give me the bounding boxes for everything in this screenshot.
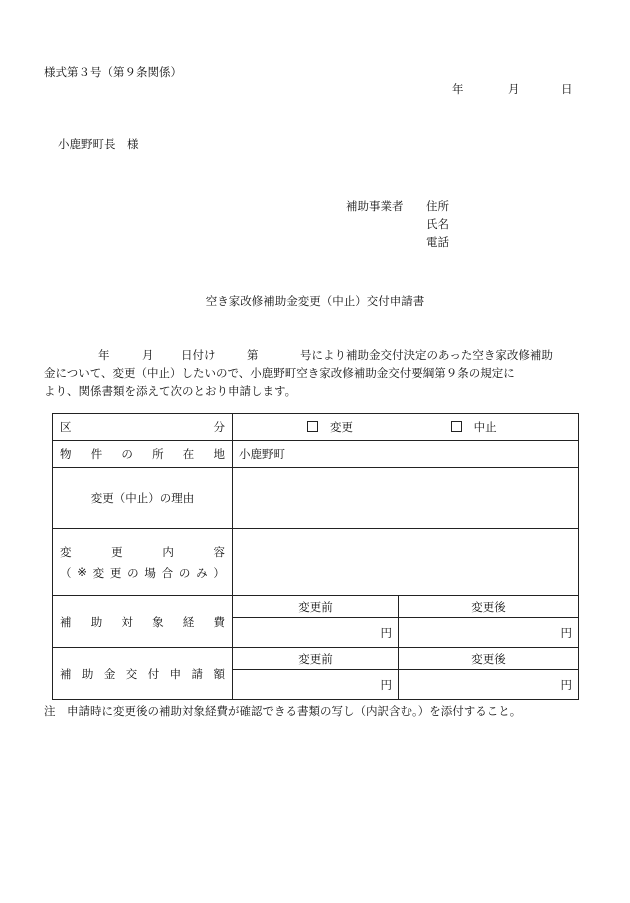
applicant-name-label: 氏名: [426, 217, 449, 231]
label-char: 助: [81, 666, 94, 681]
application-table: [52, 413, 579, 700]
date-year-label: 年: [452, 82, 464, 96]
reason-value[interactable]: [233, 468, 579, 529]
label-char: 所: [152, 447, 164, 461]
amount-after-header: 変更後: [399, 648, 579, 670]
label-char: 費: [213, 614, 225, 629]
label-char: 交: [125, 666, 138, 681]
label-char: 補: [60, 614, 72, 629]
date-month-label: 月: [508, 82, 520, 96]
footnote: 注 申請時に変更後の補助対象経費が確認できる書類の写し（内訳含む。）を添付すること。: [44, 704, 522, 718]
label-char: 申: [169, 666, 182, 681]
label-char: 変: [60, 544, 72, 559]
label-char: 件: [90, 447, 103, 461]
row-property: [53, 441, 579, 468]
applicant-role: 補助事業者: [346, 199, 404, 213]
label-char: の: [127, 565, 139, 580]
label-char: 変: [92, 565, 105, 580]
label-char: 助: [90, 614, 103, 629]
label-char: 在: [182, 447, 195, 461]
applicant-address-label: 住所: [426, 199, 449, 213]
reason-label: 変更（中止）の理由: [53, 468, 233, 529]
row-category: [53, 414, 579, 441]
label-char: 象: [152, 614, 164, 629]
label-char: 更: [111, 544, 123, 559]
body-line-3: より、関係書類を添えて次のとおり申請します。: [44, 384, 297, 398]
category-label-right: 分: [213, 420, 225, 434]
option-cancel[interactable]: [451, 419, 497, 435]
row-expense-header: [53, 596, 579, 618]
form-number: 様式第３号（第９条関係）: [44, 65, 182, 79]
details-label-line1: [60, 544, 225, 560]
date-day-label: 日: [561, 82, 573, 96]
row-amount-header: [53, 648, 579, 670]
details-label-line2: [60, 565, 225, 581]
label-char: 金: [103, 666, 116, 681]
body-line-2: 金について、変更（中止）したいので、小鹿野町空き家改修補助金交付要綱第９条の規定に: [44, 366, 515, 380]
body-line-1: [44, 346, 589, 364]
expense-before-header: 変更前: [233, 596, 399, 618]
expense-after-value[interactable]: 円: [399, 618, 579, 648]
label-char: 額: [213, 666, 225, 681]
body-paragraph: [44, 346, 589, 400]
expense-label-text: [60, 614, 225, 630]
amount-after-value[interactable]: 円: [399, 670, 579, 700]
label-char: 地: [213, 447, 225, 461]
addressee: 小鹿野町長 様: [58, 137, 139, 151]
category-label-left: 区: [60, 420, 72, 434]
label-char: 物: [60, 447, 72, 461]
label-char: ※: [77, 564, 87, 579]
expense-before-value[interactable]: 円: [233, 618, 399, 648]
label-char: 補: [60, 666, 72, 681]
row-reason: [53, 468, 579, 529]
document-title: 空き家改修補助金変更（中止）交付申請書: [205, 294, 425, 308]
cancel-checkbox[interactable]: [451, 421, 462, 432]
change-checkbox[interactable]: [307, 421, 318, 432]
category-options: [233, 414, 579, 441]
body-day-dated: 日付け: [181, 348, 216, 362]
label-char: 対: [121, 614, 133, 629]
amount-label: [53, 648, 233, 700]
label-char: 場: [144, 565, 156, 580]
body-year: 年: [98, 348, 110, 362]
label-char: 容: [213, 544, 225, 559]
applicant-phone-label: 電話: [426, 235, 449, 249]
label-char: 経: [182, 614, 195, 629]
expense-after-header: 変更後: [399, 596, 579, 618]
body-month: 月: [142, 348, 154, 362]
amount-before-value[interactable]: 円: [233, 670, 399, 700]
details-label: [53, 529, 233, 596]
label-char: （: [60, 565, 72, 580]
label-char: 内: [162, 544, 174, 559]
label-char: 付: [147, 666, 160, 681]
label-char: 更: [109, 565, 122, 580]
label-char: 合: [161, 565, 174, 580]
label-char: の: [178, 565, 191, 580]
body-number-prefix: 第: [247, 348, 259, 362]
label-char: み: [196, 565, 208, 580]
label-char: 請: [191, 666, 204, 681]
property-location-value[interactable]: 小鹿野町: [233, 441, 579, 468]
option-change[interactable]: [307, 419, 353, 435]
row-details: [53, 529, 579, 596]
category-label: [53, 414, 233, 441]
property-location-label-text: [60, 446, 225, 462]
label-char: ）: [213, 565, 225, 580]
details-value[interactable]: [233, 529, 579, 596]
body-number-suffix: 号により補助金交付決定のあった空き家改修補助: [300, 348, 553, 362]
option-cancel-label: 中止: [473, 420, 497, 434]
expense-label: [53, 596, 233, 648]
label-char: の: [121, 447, 133, 461]
option-change-label: 変更: [330, 420, 353, 434]
property-location-label: [53, 441, 233, 468]
amount-label-text: [60, 666, 225, 682]
amount-before-header: 変更前: [233, 648, 399, 670]
